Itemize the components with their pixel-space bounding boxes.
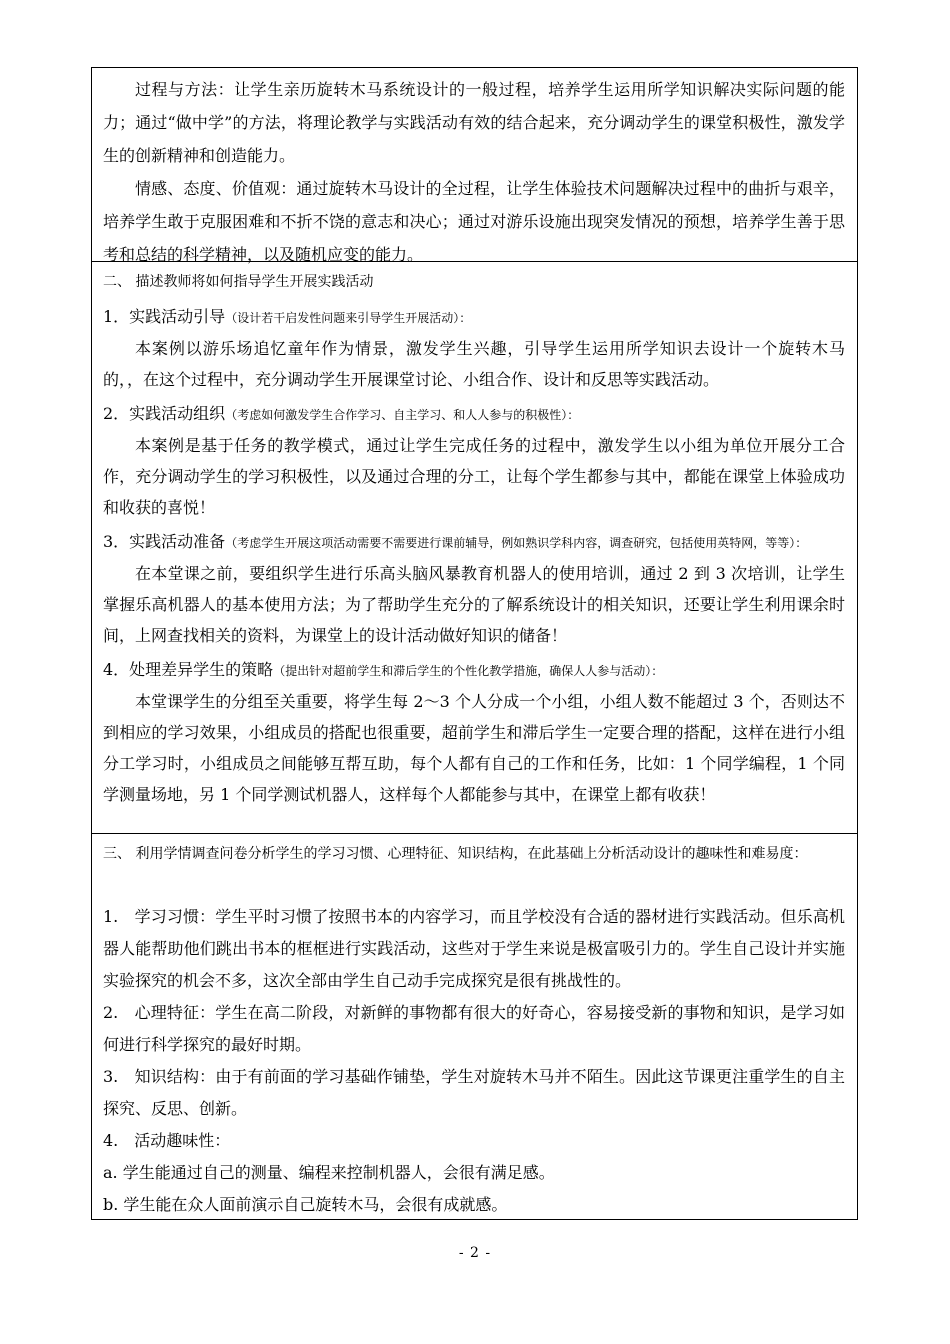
item1-title-line xyxy=(103,302,845,333)
analysis-item-interest-b: b. 学生能在众人面前演示自己旋转木马，会很有成就感。 xyxy=(103,1195,508,1214)
item3-title-line xyxy=(103,527,845,558)
item1-body: 本案例以游乐场追忆童年作为情景，激发学生兴趣，引导学生运用所学知识去设计一个旋转木马的，，在这个过程中，充分调动学生开展课堂讨论、小组合作、设计和反思等实践活动。 xyxy=(103,339,845,389)
analysis-item-interest-a: a. 学生能通过自己的测量、编程来控制机器人，会很有满足感。 xyxy=(103,1163,555,1182)
item4-title-line xyxy=(103,655,845,686)
section2-heading: 二、 描述教师将如何指导学生开展实践活动 xyxy=(103,274,374,290)
section3-heading: 三、 利用学情调查问卷分析学生的学习习惯、心理特征、知识结构，在此基础上分析活动设计的趣味性和难易度： xyxy=(103,846,808,862)
item2-note: （考虑如何激发学生合作学习、自主学习、和人人参与的积极性）： xyxy=(225,408,580,422)
analysis-item-interest: 4. 活动趣味性： xyxy=(103,1131,231,1150)
content-table xyxy=(91,67,858,1220)
item3-body: 在本堂课之前，要组织学生进行乐高头脑风暴教育机器人的使用培训，通过 2 到 3 次培训，让学生掌握乐高机器人的基本使用方法；为了帮助学生充分的了解系统设计的相关知识，还要让学生利用课余时间，上网查找相关的资料，为课堂上的设计活动做好知识的储备！ xyxy=(103,564,845,645)
item1-title: 1．实践活动引导 xyxy=(103,307,226,326)
item3-note: （考虑学生开展这项活动需要不需要进行课前辅导，例如熟识学科内容，调查研究，包括使用英特网，等等）： xyxy=(225,536,808,550)
analysis-item-knowledge: 3. 知识结构：由于有前面的学习基础作铺垫，学生对旋转木马并不陌生。因此这节课更注重学生的自主探究、反思、创新。 xyxy=(103,1067,845,1118)
item2-title-line xyxy=(103,399,845,430)
item4-title: 4．处理差异学生的策略 xyxy=(103,660,274,679)
item2-title: 2．实践活动组织 xyxy=(103,404,226,423)
guidance-section xyxy=(92,262,857,834)
page-number: - 2 - xyxy=(458,1245,492,1261)
process-method-paragraph: 过程与方法：让学生亲历旋转木马系统设计的一般过程，培养学生运用所学知识解决实际问题的能力；通过“做中学”的方法，将理论教学与实践活动有效的结合起来，充分调动学生的课堂积极性，激发学生的创新精神和创造能力。 xyxy=(103,80,845,165)
analysis-item-habits: 1. 学习习惯：学生平时习惯了按照书本的内容学习，而且学校没有合适的器材进行实践活动。但乐高机器人能帮助他们跳出书本的框框进行实践活动，这些对于学生来说是极富吸引力的。学生自己设计并实施实验探究的机会不多，这次全部由学生自己动手完成探究是很有挑战性的。 xyxy=(103,907,845,990)
item1-note: （设计若干启发性问题来引导学生开展活动）： xyxy=(225,311,472,325)
student-analysis-section xyxy=(92,834,857,1220)
item3-title: 3．实践活动准备 xyxy=(103,532,226,551)
spacer xyxy=(103,870,845,901)
emotion-attitude-paragraph: 情感、态度、价值观：通过旋转木马设计的全过程，让学生体验技术问题解决过程中的曲折与艰辛，培养学生敢于克服困难和不折不饶的意志和决心；通过对游乐设施出现突发情况的预想，培养学生善于思考和总结的科学精神，以及随机应变的能力。 xyxy=(103,179,845,264)
item4-body: 本堂课学生的分组至关重要，将学生每 2～3 个人分成一个小组，小组人数不能超过 3 个，否则达不到相应的学习效果，小组成员的搭配也很重要，超前学生和滞后学生一定要合理的搭配，这样在进行小组分工学习时，小组成员之间能够互帮互助，每个人都有自己的工作和任务，比如：1 个同学编程，1 个同学测量场地，另 1 个同学测试机器人，这样每个人都能参与其中，在课堂上都有收获！ xyxy=(103,692,845,804)
item2-body: 本案例是基于任务的教学模式，通过让学生完成任务的过程中，激发学生以小组为单位开展分工合作，充分调动学生的学习积极性，以及通过合理的分工，让每个学生都参与其中，都能在课堂上体验成功和收获的喜悦！ xyxy=(103,436,845,517)
analysis-item-psychology: 2. 心理特征：学生在高二阶段，对新鲜的事物都有很大的好奇心，容易接受新的事物和知识，是学习如何进行科学探究的最好时期。 xyxy=(103,1003,845,1054)
objectives-section xyxy=(92,68,857,262)
item4-note: （提出针对超前学生和滞后学生的个性化教学措施，确保人人参与活动）： xyxy=(273,664,664,678)
